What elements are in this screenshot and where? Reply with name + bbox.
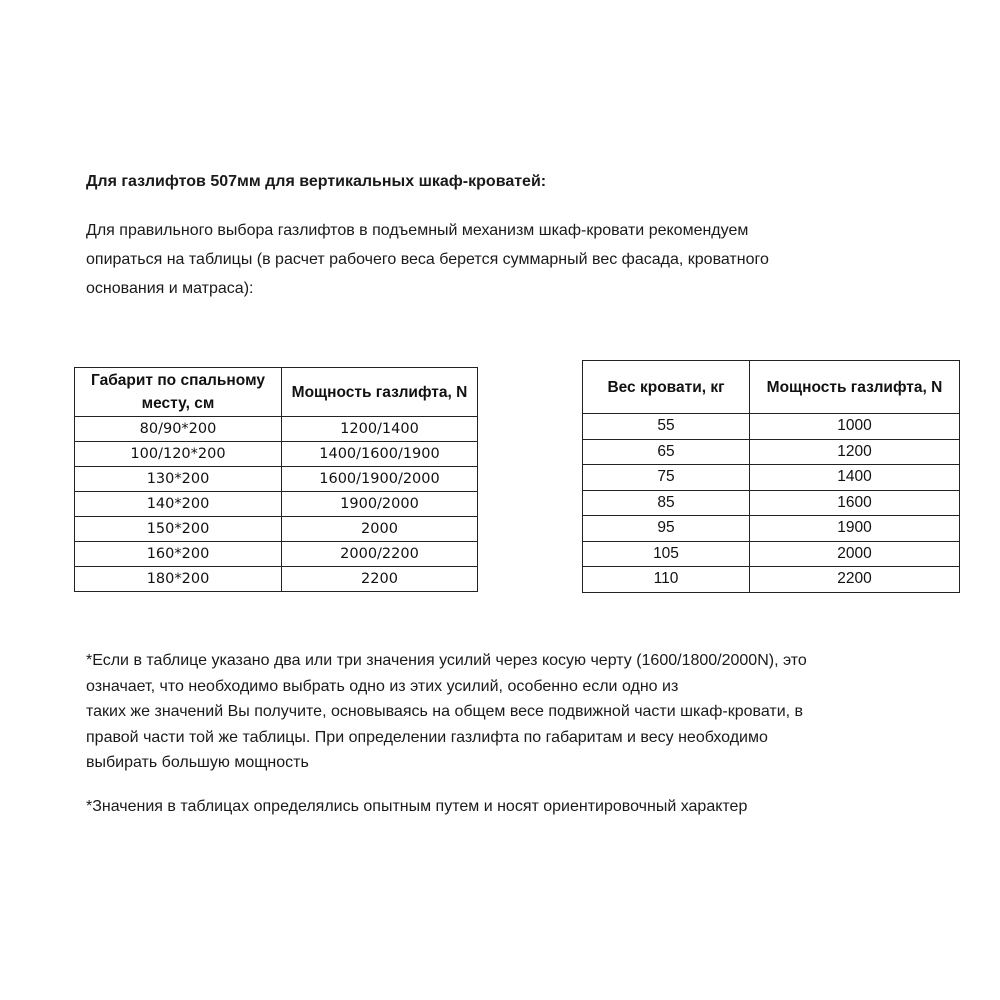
table-row: [75, 517, 478, 542]
intro-line: основания и матраса):: [86, 280, 254, 297]
table-row: [583, 541, 960, 567]
size-cell: 80/90*200: [75, 417, 282, 442]
power-cell: 2000: [282, 517, 478, 542]
table-row: [583, 490, 960, 516]
size-cell: 130*200: [75, 467, 282, 492]
weight-power-table: [582, 360, 960, 593]
power-cell: 2000/2200: [282, 542, 478, 567]
power-cell: 1600: [750, 490, 960, 516]
footnote-line: правой части той же таблицы. При определении газлифта по габаритам и весу необходимо: [86, 728, 768, 746]
weight-cell: 95: [583, 516, 750, 542]
table-row: [75, 542, 478, 567]
weight-cell: 65: [583, 439, 750, 465]
power-cell: 2200: [282, 567, 478, 592]
table-row: [583, 414, 960, 440]
weight-cell: 105: [583, 541, 750, 567]
column-header-size: Габарит по спальному месту, см: [75, 368, 282, 417]
intro-line: опираться на таблицы (в расчет рабочего веса берется суммарный вес фасада, кроватного: [86, 251, 769, 268]
weight-cell: 110: [583, 567, 750, 593]
size-cell: 150*200: [75, 517, 282, 542]
size-cell: 180*200: [75, 567, 282, 592]
footnote-paragraph: [86, 648, 946, 776]
table-row: [75, 467, 478, 492]
power-cell: 1400/1600/1900: [282, 442, 478, 467]
table-row: [583, 516, 960, 542]
power-cell: 1400: [750, 465, 960, 491]
size-cell: 140*200: [75, 492, 282, 517]
table-row: [583, 567, 960, 593]
size-power-table: [74, 367, 478, 592]
weight-cell: 75: [583, 465, 750, 491]
footnote-disclaimer: *Значения в таблицах определялись опытным путем и носят ориентировочный характер: [86, 798, 748, 815]
power-cell: 1000: [750, 414, 960, 440]
table-row: [75, 417, 478, 442]
footnote-line: таких же значений Вы получите, основываясь на общем весе подвижной части шкаф-кровати, в: [86, 703, 804, 720]
power-cell: 1900/2000: [282, 492, 478, 517]
size-cell: 160*200: [75, 542, 282, 567]
footnote-line: выбирать большую мощность: [86, 754, 309, 771]
size-cell: 100/120*200: [75, 442, 282, 467]
weight-cell: 55: [583, 414, 750, 440]
page-heading: Для газлифтов 507мм для вертикальных шкаф-кроватей:: [86, 173, 547, 190]
power-cell: 1600/1900/2000: [282, 467, 478, 492]
footnote-line: означает, что необходимо выбрать одно из этих усилий, особенно если одно из: [86, 677, 679, 695]
table-header-row: [75, 368, 478, 417]
power-cell: 1200: [750, 439, 960, 465]
power-cell: 1200/1400: [282, 417, 478, 442]
table-header-row: [583, 361, 960, 414]
column-header-power: Мощность газлифта, N: [750, 361, 960, 414]
column-header-power: Мощность газлифта, N: [282, 368, 478, 417]
power-cell: 2000: [750, 541, 960, 567]
weight-cell: 85: [583, 490, 750, 516]
column-header-weight: Вес кровати, кг: [583, 361, 750, 414]
power-cell: 1900: [750, 516, 960, 542]
table-row: [75, 492, 478, 517]
footnote-line: *Если в таблице указано два или три значения усилий через косую черту (1600/1800/2000N), это: [86, 652, 807, 669]
table-row: [583, 465, 960, 491]
table-row: [75, 567, 478, 592]
table-row: [583, 439, 960, 465]
intro-line: Для правильного выбора газлифтов в подъемный механизм шкаф-кровати рекомендуем: [86, 222, 749, 239]
table-row: [75, 442, 478, 467]
intro-paragraph: [86, 216, 896, 303]
power-cell: 2200: [750, 567, 960, 593]
